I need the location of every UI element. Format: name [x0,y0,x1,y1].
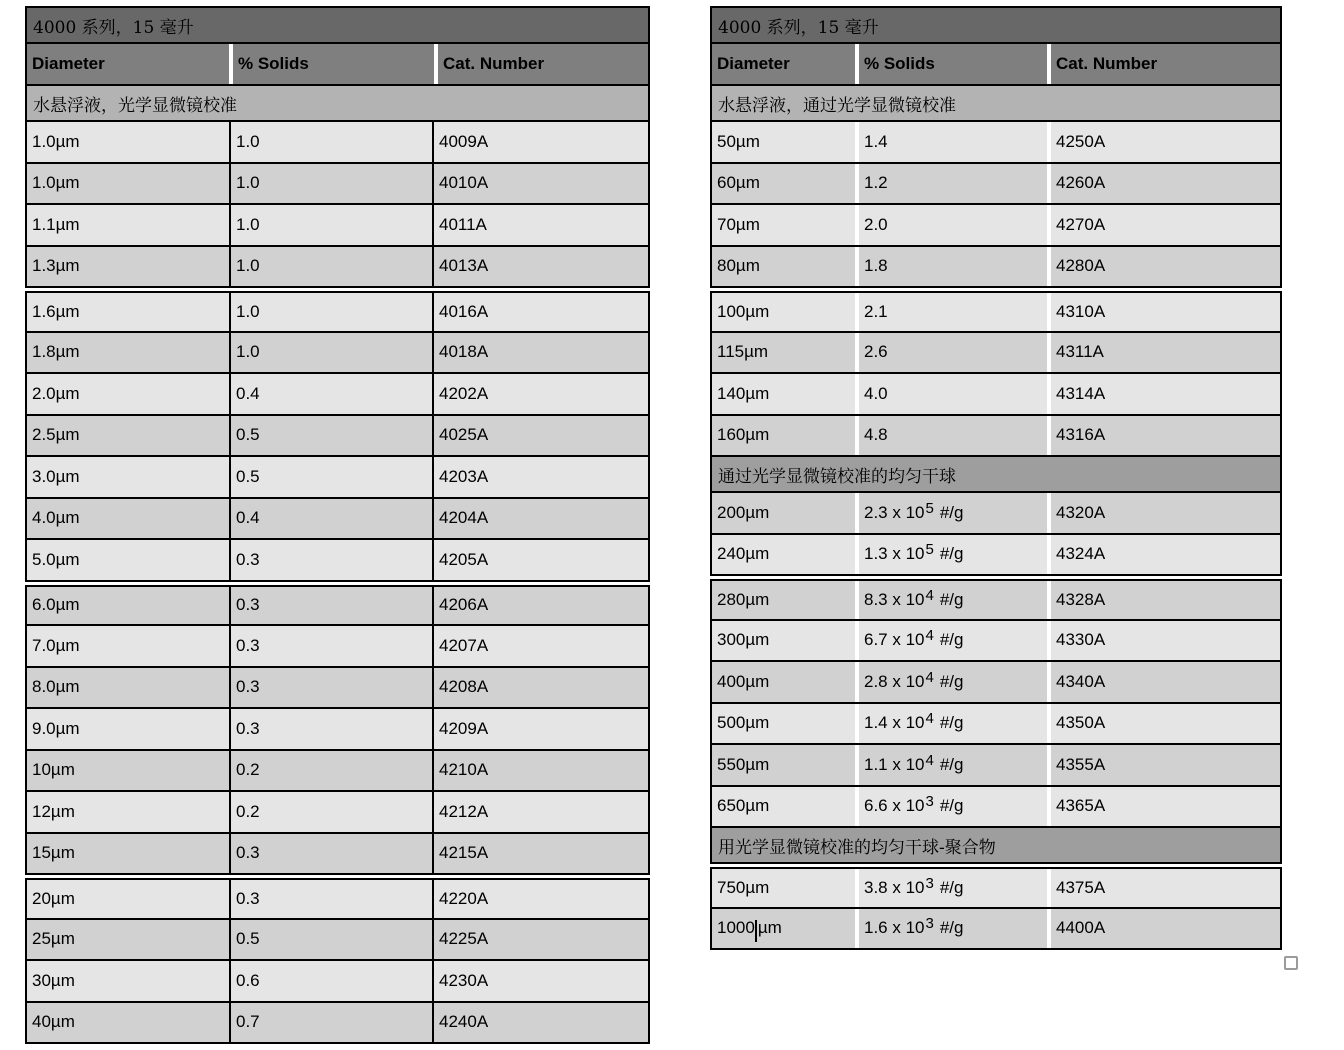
product-table-right [710,6,1282,950]
cell-solids: 8.3 x 10 $^4$ #/g [859,581,1047,619]
cell-cat-number: 4016A [434,293,648,331]
section-header: 用光学显微镜校准的均匀干球-聚合物 [712,828,1280,862]
table-row [25,247,650,289]
table-row [710,745,1282,787]
cell-solids: 0.3 [231,668,432,708]
cell-solids: 1.0 [231,164,432,204]
solids-mantissa: 6.7 x 10 [864,630,925,650]
table-row [25,834,650,876]
cell-solids: 0.2 [231,792,432,832]
cell-solids: 1.1 x 10 $^4$ #/g [859,745,1047,785]
table-row [25,457,650,499]
table-row [710,579,1282,621]
cell-solids: 4.8 [859,416,1047,456]
cell-diameter: 40µm [27,1003,229,1043]
cell-diameter: 8.0µm [27,668,229,708]
cell-cat-number: 4208A [434,668,648,708]
cell-solids: 1.0 [231,122,432,162]
solids-mantissa: 2.8 x 10 [864,671,925,691]
table-row [25,626,650,668]
table-row [25,164,650,206]
table-row [710,867,1282,909]
column-header: % Solids [859,44,1047,84]
cell-cat-number: 4203A [434,457,648,497]
cell-cat-number: 4324A [1051,535,1280,575]
column-header-row [710,44,1282,86]
cell-solids: 0.5 [231,920,432,960]
cell-cat-number: 4202A [434,374,648,414]
solids-unit: #/g [939,796,964,816]
cell-diameter: 750µm [712,869,855,907]
cell-cat-number: 4209A [434,709,648,749]
column-header: % Solids [233,44,434,84]
cell-solids: 1.0 [231,205,432,245]
cell-cat-number: 4013A [434,247,648,287]
column-header: Diameter [712,44,855,84]
cell-solids: 0.5 [231,416,432,456]
solids-mantissa: 1.6 x 10 [864,918,925,938]
table-row [25,585,650,627]
cell-diameter: 280µm [712,581,855,619]
table-row [25,416,650,458]
solids-mantissa: 1.4 x 10 [864,713,925,733]
cell-diameter: 500µm [712,704,855,744]
cell-diameter: 30µm [27,961,229,1001]
cell-cat-number: 4375A [1051,869,1280,907]
table-row [25,709,650,751]
table-row [710,787,1282,829]
cell-diameter: 115µm [712,333,855,373]
text-cursor-icon [755,920,757,942]
cell-diameter: 300µm [712,621,855,661]
cell-solids: 0.6 [231,961,432,1001]
cell-diameter: 10µm [27,751,229,791]
cell-cat-number: 4320A [1051,493,1280,533]
section-header: 通过光学显微镜校准的均匀干球 [712,457,1280,491]
cell-diameter: 20µm [27,880,229,918]
section-header: 水悬浮液，通过光学显微镜校准 [712,86,1280,120]
table-title-row [710,6,1282,44]
cell-diameter: 140µm [712,374,855,414]
cell-solids: 1.0 [231,293,432,331]
cell-diameter: 1.0µm [27,164,229,204]
cell-cat-number: 4204A [434,499,648,539]
cell-cat-number: 4340A [1051,662,1280,702]
column-header-row [25,44,650,86]
cell-solids: 0.5 [231,457,432,497]
cell-cat-number: 4260A [1051,164,1280,204]
column-header: Diameter [27,44,229,84]
solids-mantissa: 2.3 x 10 [864,502,925,522]
table-title-row [25,6,650,44]
cell-cat-number: 4025A [434,416,648,456]
table-row [25,668,650,710]
table-row [710,291,1282,333]
cell-cat-number: 4310A [1051,293,1280,331]
cell-cat-number: 4350A [1051,704,1280,744]
product-table-left [25,6,650,1044]
table-row [710,909,1282,951]
cell-solids: 2.6 [859,333,1047,373]
solids-unit: #/g [939,754,964,774]
cell-solids: 0.3 [231,587,432,625]
table-row [710,333,1282,375]
cell-diameter: 160µm [712,416,855,456]
cell-cat-number: 4206A [434,587,648,625]
cell-diameter: 3.0µm [27,457,229,497]
cell-cat-number: 4365A [1051,787,1280,827]
cell-cat-number: 4009A [434,122,648,162]
cell-cat-number: 4314A [1051,374,1280,414]
cell-diameter [712,909,855,949]
solids-unit: #/g [939,713,964,733]
diameter-text: 1000 [717,918,755,938]
solids-unit: #/g [939,630,964,650]
cell-solids: 0.7 [231,1003,432,1043]
cell-diameter: 1.8µm [27,333,229,373]
cell-solids: 3.8 x 10 $^3$ #/g [859,869,1047,907]
table-row [25,1003,650,1045]
cell-diameter: 5.0µm [27,540,229,580]
table-row [25,540,650,582]
cell-cat-number: 4240A [434,1003,648,1043]
cell-solids: 4.0 [859,374,1047,414]
table-row [710,662,1282,704]
cell-solids: 2.8 x 10 $^4$ #/g [859,662,1047,702]
cell-cat-number: 4215A [434,834,648,874]
solids-unit: #/g [939,877,964,897]
table-title: 4000 系列，15 毫升 [712,8,1280,42]
cell-solids: 0.3 [231,626,432,666]
solids-mantissa: 1.3 x 10 [864,544,925,564]
section-header-row [710,457,1282,493]
table-row [25,878,650,920]
section-header: 水悬浮液，光学显微镜校准 [27,86,648,120]
solids-mantissa: 3.8 x 10 [864,877,925,897]
cell-solids: 1.0 [231,247,432,287]
table-row [25,920,650,962]
cell-cat-number: 4311A [1051,333,1280,373]
cell-diameter: 1.0µm [27,122,229,162]
cell-diameter: 70µm [712,205,855,245]
cell-cat-number: 4328A [1051,581,1280,619]
cell-cat-number: 4400A [1051,909,1280,949]
cell-diameter: 2.0µm [27,374,229,414]
cell-diameter: 1.3µm [27,247,229,287]
table-row [710,535,1282,577]
cell-solids: 0.4 [231,374,432,414]
cell-cat-number: 4355A [1051,745,1280,785]
cell-solids: 0.3 [231,834,432,874]
cell-solids: 1.3 x 10 $^5$ #/g [859,535,1047,575]
cell-solids: 0.3 [231,709,432,749]
cell-diameter: 240µm [712,535,855,575]
cell-diameter: 80µm [712,247,855,287]
cell-cat-number: 4207A [434,626,648,666]
cell-cat-number: 4011A [434,205,648,245]
solids-mantissa: 1.1 x 10 [864,754,925,774]
table-row [710,205,1282,247]
cell-diameter: 6.0µm [27,587,229,625]
cell-solids: 1.2 [859,164,1047,204]
table-row [710,493,1282,535]
cell-cat-number: 4250A [1051,122,1280,162]
cell-cat-number: 4270A [1051,205,1280,245]
cell-solids: 1.4 x 10 $^4$ #/g [859,704,1047,744]
cell-cat-number: 4316A [1051,416,1280,456]
cell-cat-number: 4210A [434,751,648,791]
cell-solids: 1.4 [859,122,1047,162]
column-header: Cat. Number [1051,44,1280,84]
solids-unit: #/g [939,671,964,691]
cell-diameter: 1.1µm [27,205,229,245]
table-row [25,205,650,247]
cell-diameter: 4.0µm [27,499,229,539]
table-row [710,704,1282,746]
section-header-row [710,86,1282,122]
table-row [710,374,1282,416]
solids-mantissa: 8.3 x 10 [864,589,925,609]
table-row [710,164,1282,206]
cell-diameter: 200µm [712,493,855,533]
table-row [25,961,650,1003]
cell-solids: 0.3 [231,880,432,918]
cell-diameter: 1.6µm [27,293,229,331]
section-header-row [25,86,650,122]
diameter-unit: µm [757,918,782,938]
cell-diameter: 9.0µm [27,709,229,749]
table-row [25,333,650,375]
table-row [25,291,650,333]
cell-cat-number: 4230A [434,961,648,1001]
cell-diameter: 100µm [712,293,855,331]
cell-cat-number: 4225A [434,920,648,960]
cell-diameter: 60µm [712,164,855,204]
solids-unit: #/g [939,544,964,564]
cell-cat-number: 4018A [434,333,648,373]
cell-diameter: 2.5µm [27,416,229,456]
cell-solids: 0.3 [231,540,432,580]
cell-diameter: 400µm [712,662,855,702]
cell-diameter: 650µm [712,787,855,827]
table-row [25,122,650,164]
cell-cat-number: 4212A [434,792,648,832]
section-header-row [710,828,1282,864]
cell-solids: 2.3 x 10 $^5$ #/g [859,493,1047,533]
cell-cat-number: 4280A [1051,247,1280,287]
cell-solids: 1.8 [859,247,1047,287]
object-anchor-icon[interactable] [1284,956,1298,970]
cell-diameter: 25µm [27,920,229,960]
table-row [710,416,1282,458]
cell-cat-number: 4220A [434,880,648,918]
cell-diameter: 50µm [712,122,855,162]
cell-solids: 0.2 [231,751,432,791]
cell-cat-number: 4205A [434,540,648,580]
cell-solids: 2.1 [859,293,1047,331]
table-row [710,122,1282,164]
cell-solids: 2.0 [859,205,1047,245]
table-row [25,499,650,541]
cell-solids: 6.7 x 10 $^4$ #/g [859,621,1047,661]
solids-unit: #/g [939,502,964,522]
table-title: 4000 系列，15 毫升 [27,8,648,42]
table-row [25,792,650,834]
cell-cat-number: 4010A [434,164,648,204]
cell-solids: 6.6 x 10 $^3$ #/g [859,787,1047,827]
solids-unit: #/g [939,918,964,938]
cell-solids: 0.4 [231,499,432,539]
table-row [710,247,1282,289]
cell-solids: 1.0 [231,333,432,373]
column-header: Cat. Number [438,44,648,84]
cell-solids: 1.6 x 10 $^3$ #/g [859,909,1047,949]
table-row [710,621,1282,663]
solids-mantissa: 6.6 x 10 [864,796,925,816]
table-row [25,374,650,416]
solids-unit: #/g [939,589,964,609]
cell-diameter: 550µm [712,745,855,785]
cell-diameter: 12µm [27,792,229,832]
cell-diameter: 15µm [27,834,229,874]
cell-diameter: 7.0µm [27,626,229,666]
table-row [25,751,650,793]
cell-cat-number: 4330A [1051,621,1280,661]
